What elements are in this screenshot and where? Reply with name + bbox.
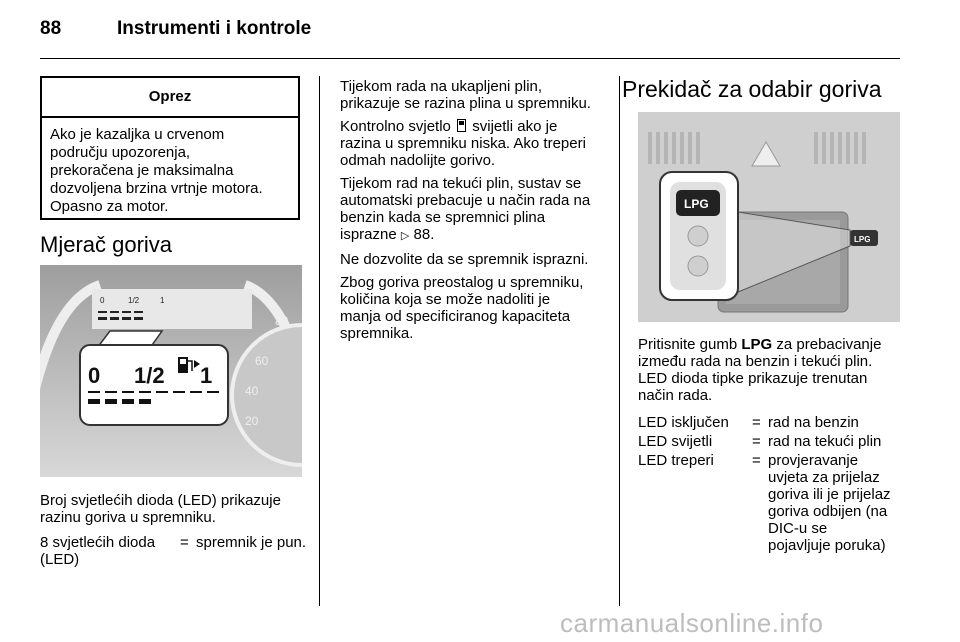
desc-line: DIC-u se: [768, 520, 828, 537]
gauge-zoom-left-label: 0: [88, 363, 101, 388]
caution-heading: Oprez: [42, 78, 298, 118]
text-span: Pritisnite gumb: [638, 336, 742, 353]
column-divider-2: [619, 76, 620, 606]
middle-column-text: [340, 78, 608, 348]
svg-text:LPG: LPG: [684, 197, 709, 211]
fuel-gauge-illustration: [40, 265, 302, 477]
text-line: automatski prebacuje u način rada na: [340, 192, 591, 209]
led-state-desc: [768, 452, 891, 554]
led-definition-term: [40, 534, 155, 568]
header-rule: [40, 58, 900, 59]
text-line: Ne dozvolite da se spremnik isprazni.: [340, 251, 589, 268]
gauge-zoom-middle-label: 1/2: [134, 363, 165, 388]
led-state-equals: =: [752, 433, 761, 450]
led-state-desc: rad na tekući plin: [768, 433, 882, 450]
caption-line: razinu goriva u spremniku.: [40, 509, 216, 526]
page-reference-link[interactable]: 88.: [413, 226, 435, 243]
column-divider-1: [319, 76, 320, 606]
fuel-gauge-heading: Mjerač goriva: [40, 232, 173, 257]
text-line: između rada na benzin i tekući plin.: [638, 353, 873, 370]
page-ref-arrow-icon: ▷: [400, 230, 410, 242]
text-line: benzin kada se spremnici plina: [340, 209, 546, 226]
desc-line: goriva odbijen (na: [768, 503, 888, 520]
term-line: (LED): [40, 551, 80, 568]
caution-box: [40, 76, 300, 220]
paragraph: [340, 118, 608, 169]
fuel-gauge-caption: [40, 492, 308, 526]
led-definition: [40, 534, 308, 570]
gauge-small-left-label: 0: [100, 296, 105, 305]
gauge-small-middle-label: 1/2: [128, 296, 140, 305]
text-line: manja od specificiranog kapaciteta: [340, 308, 571, 325]
svg-text:60: 60: [255, 354, 269, 368]
caution-line: dozvoljena brzina vrtnje motora.: [50, 180, 263, 197]
text-line: razina u spremniku niska. Ako treperi: [340, 135, 586, 152]
text-line: prikazuje se razina plina u spremniku.: [340, 95, 591, 112]
page-title: Instrumenti i kontrole: [117, 18, 312, 39]
caution-line: prekoračena je maksimalna: [50, 162, 234, 179]
desc-line: uvjeta za prijelaz: [768, 469, 880, 486]
fuel-selector-illustration: [638, 112, 900, 322]
text-line: Tijekom rada na ukapljeni plin,: [340, 78, 543, 95]
lpg-intro: [638, 336, 906, 404]
text-line: Zbog goriva preostalog u spremniku,: [340, 274, 584, 291]
text-line: Tijekom rad na tekući plin, sustav se: [340, 175, 582, 192]
page-number: 88: [40, 18, 62, 39]
paragraph: [340, 274, 608, 342]
lpg-button-large[interactable]: [676, 190, 720, 216]
term-line: 8 svjetlećih dioda: [40, 534, 156, 551]
text-line: odmah nadolijte gorivo.: [340, 152, 496, 169]
svg-text:LPG: LPG: [854, 235, 871, 244]
desc-line: goriva ili je prijelaz: [768, 486, 891, 503]
text-span: za prebacivanje: [772, 336, 882, 353]
text-line: spremnika.: [340, 325, 414, 342]
led-definition-desc: spremnik je pun.: [196, 534, 307, 551]
fuel-selector-figure: [638, 112, 900, 322]
lpg-button-small[interactable]: [850, 230, 878, 246]
svg-text:40: 40: [245, 384, 259, 398]
watermark: carmanualsonline.info: [560, 608, 824, 638]
text-line: količina koja se može nadoliti je: [340, 291, 551, 308]
desc-line: provjeravanje: [768, 452, 859, 469]
paragraph: [340, 251, 608, 268]
text-line: LED dioda tipke prikazuje trenutan: [638, 370, 868, 387]
gauge-small-right-label: 1: [160, 296, 165, 305]
gauge-zoom-right-label: 1: [200, 363, 213, 388]
svg-text:80: 80: [275, 314, 289, 328]
led-state-equals: =: [752, 414, 761, 431]
led-state-term: LED isključen: [638, 414, 729, 431]
led-state-desc: rad na benzin: [768, 414, 859, 431]
led-state-definitions: [638, 414, 900, 564]
caution-line: Ako je kazaljka u crvenom: [50, 126, 225, 143]
paragraph: [340, 78, 608, 112]
text-span: Kontrolno svjetlo: [340, 118, 456, 135]
caution-text: [42, 118, 298, 216]
led-state-term: LED treperi: [638, 452, 714, 469]
led-definition-equals: =: [180, 534, 189, 551]
fuel-selector-heading: Prekidač za odabir goriva: [622, 76, 882, 102]
led-state-equals: =: [752, 452, 761, 469]
caution-line: području upozorenja,: [50, 144, 191, 161]
fuel-pump-icon: [457, 119, 466, 132]
fuel-gauge-figure: [40, 265, 302, 477]
text-span: isprazne: [340, 226, 401, 243]
caution-line: Opasno za motor.: [50, 198, 169, 215]
text-line: način rada.: [638, 387, 713, 404]
caption-line: Broj svjetlećih dioda (LED) prikazuje: [40, 492, 281, 509]
svg-text:20: 20: [245, 414, 259, 428]
lpg-term: LPG: [741, 336, 773, 353]
desc-line: pojavljuje poruka): [768, 537, 886, 554]
paragraph: [340, 175, 608, 245]
text-span: svijetli ako je: [468, 118, 558, 135]
led-state-term: LED svijetli: [638, 433, 713, 450]
